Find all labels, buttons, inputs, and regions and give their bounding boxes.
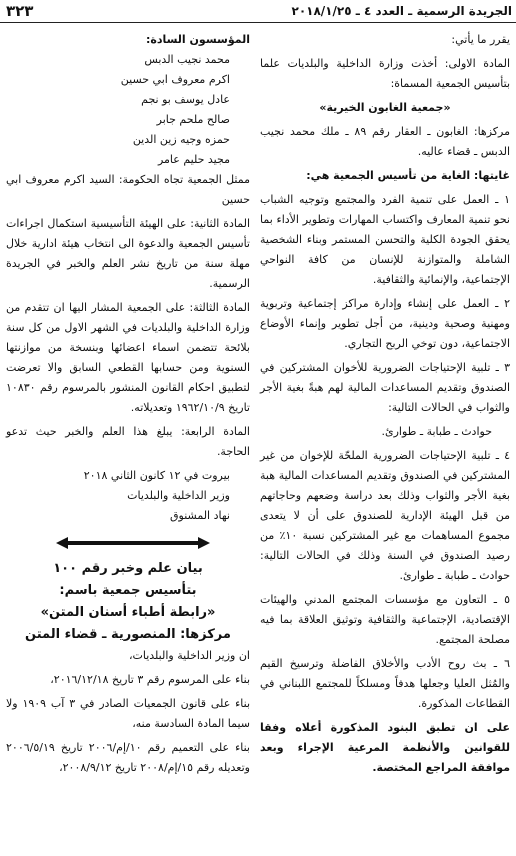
place-date: بيروت في ١٢ كانون الثاني ٢٠١٨ [83,469,230,482]
goal-6: ٦ ـ بث روح الأدب والأخلاق الفاضلة وترسيخ القيم والمُثل العليا وجعلها هدفاً ومسلكاً للمجتمع اللبناني في القطاعات المذكورة. [260,657,510,710]
goal-4: ٤ ـ تلبية الإحتياجات الضرورية الملحّة للإخوان من غير المشتركين في الصندوق وتقديم المساعدات المالية هبة بغية الأجر والثواب وذلك بعد دراسة وضعهم وحاجاتهم من قبل الهيئة الإدارية للصندوق على أن لا يتعدى مجموع المساهمات مع غير المشتركين نسبة ١٠٪ من رصيد الصندوق في السنة وذلك في الحالات التالية: حوادث ـ طبابة ـ طوارئ. [260,449,510,582]
founder-name: صالح ملحم جابر [156,113,230,126]
legal-basis: بناء على قانون الجمعيات الصادر في ٣ آب ١٩٠٩ ولا سيما المادة السادسة منه، [6,697,251,730]
page-number: ٣٢٣ [6,2,34,20]
founder-name: محمد نجيب الدبس [144,53,230,66]
legal-basis: بناء على المرسوم رقم ٣ تاريخ ٢٠١٦/١٢/١٨، [50,673,250,686]
decree-opening: يقرر ما يأتي: [451,33,510,46]
founder-name: مجيد حليم عامر [157,153,230,166]
left-column [6,30,250,782]
founders-title: المؤسسون السادة: [145,33,250,46]
minister-intro: ان وزير الداخلية والبلديات، [128,649,250,662]
closing-condition: على ان تطبق البنود المذكورة أعلاه وفقا للقوانين والأنظمة المرعية الإجراء وبعد موافقة المراجع المختصة. [260,721,510,774]
minister-signature: نهاد المشنوق [170,509,230,522]
notice-subtitle: بتأسيس جمعية باسم: [59,583,197,598]
gazette-title: الجريدة الرسمية ـ العدد ٤ ـ ٢٠١٨/١/٢٥ [291,4,512,18]
notice-association-name: «رابطة أطباء أسنان المتن» [40,605,216,620]
article-4: المادة الرابعة: يبلغ هذا العلم والخبر حيث تدعو الحاجة. [6,425,250,458]
notice-title: بيان علم وخبر رقم ١٠٠ [53,561,203,576]
founder-name: حمزه وجيه زين الدين [132,133,230,146]
article-1: المادة الاولى: أخذت وزارة الداخلية والبلديات علما بتأسيس الجمعية المسماة: [260,57,510,90]
government-representative: ممثل الجمعية تجاه الحكومة: السيد اكرم معروف ابي حسين [6,173,250,206]
goal-1: ١ ـ العمل على تنمية الفرد والمجتمع وتوجيه الشباب نحو تنمية المعارف واكتساب المهارات وتطوير الأداء بما يحقق الجودة الكلية والتحسن المستمر وبناء الشخصية الشاملة والمتوازنة للإنسان من كافة النواحي الإجتماعية، والإنمائية والثقافية. [260,193,510,286]
article-3: المادة الثالثة: على الجمعية المشار اليها ان تتقدم من وزارة الداخلية والبلديات في الشهر الاول من كل سنة بلائحة تتضمن اسماء اعضائها وبنسخة من موازنتها السنوية ومن حسابها القطعي السابق والا تعرضت لتطبيق احكام القانون المنشور بالمرسوم رقم ١٠٨٣٠ تاريخ ١٩٦٢/١٠/٩ وتعديلاته. [6,301,250,414]
founder-name: عادل يوسف بو نجم [141,93,230,106]
founder-name: اكرم معروف ابي حسين [120,73,230,86]
legal-basis: بناء على التعميم رقم ١٠/إم/٢٠٠٦ تاريخ ٢٠٠٦/٥/١٩ وتعديله رقم ١٥/إم/٢٠٠٨ تاريخ ٢٠٠٨/٩/١٢، [6,741,250,774]
goal-2: ٢ ـ العمل على إنشاء وإدارة مراكز إجتماعية وتربوية ومهنية وصحية ودينية، من أجل تطوير وإنماء الأوضاع الاجتماعية، دون توخي الربح التجاري. [260,297,510,350]
goals-heading: غايتها: الغاية من تأسيس الجمعية هي: [306,169,510,182]
notice-headquarters: مركزها: المنصورية ـ قضاء المتن [25,627,231,642]
association-name: «جمعية الغابون الخيرية» [319,101,451,114]
right-column [260,30,510,782]
goal-3-cases: حوادث ـ طبابة ـ طوارئ. [381,425,492,438]
association-hq: مركزها: الغابون ـ العقار رقم ٨٩ ـ ملك محمد نجيب الدبس ـ قضاء عاليه. [260,125,511,158]
goal-5: ٥ ـ التعاون مع مؤسسات المجتمع المدني والهيئات الإقتصادية، الإجتماعية والثقافية وتوثيق العلاقة بما فيه مصلحة المجتمع. [260,593,510,646]
section-divider [6,534,250,552]
page-header [0,0,516,23]
article-2: المادة الثانية: على الهيئة التأسيسية استكمال اجراءات تأسيس الجمعية والدعوة الى انتخاب هيئة ادارية خلال مهلة سنة من تاريخ نشر العلم والخبر في الجريدة الرسمية. [6,217,250,290]
minister-title: وزير الداخلية والبلديات [127,489,230,502]
goal-3: ٣ ـ تلبية الإحتياجات الضرورية للأخوان المشتركين في الصندوق وتقديم المساعدات المالية لهم هبةً بغية الأجر والثواب في الحالات التالية: [260,361,510,414]
